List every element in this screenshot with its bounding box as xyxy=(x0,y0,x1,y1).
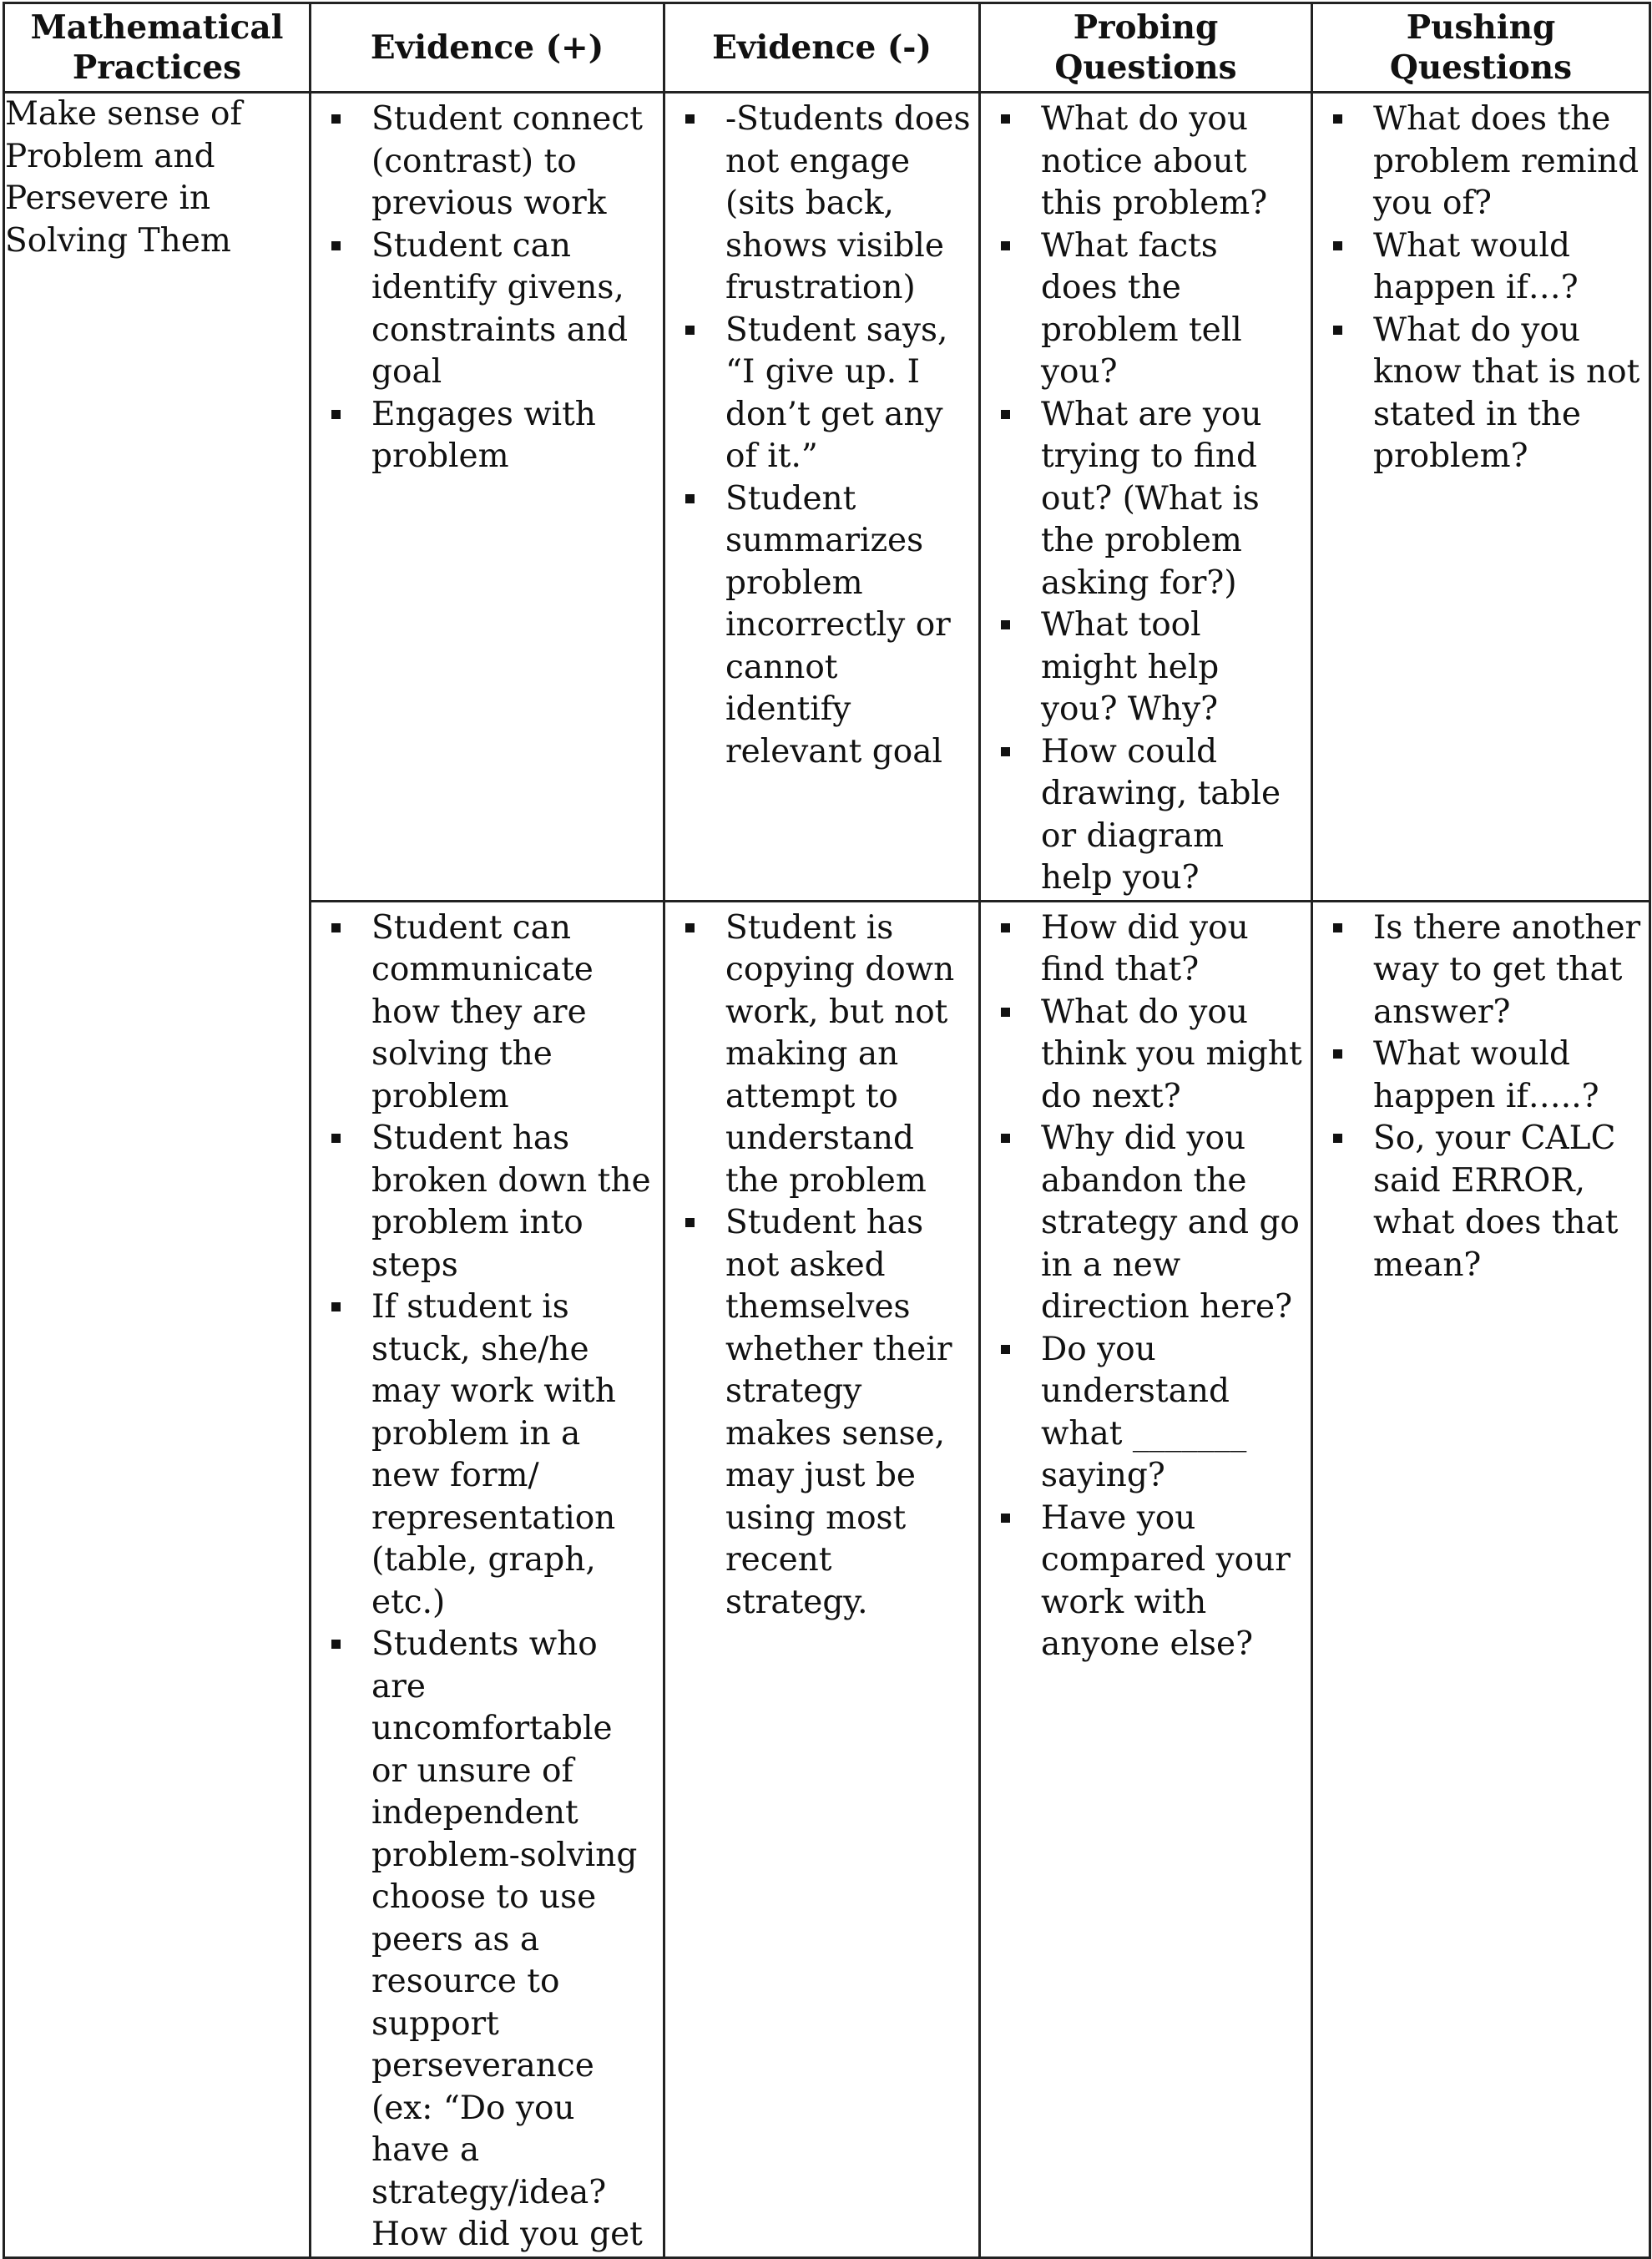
list-item xyxy=(320,907,656,1119)
list-item xyxy=(989,992,1304,1119)
list-item xyxy=(320,1286,656,1624)
probing-questions-list xyxy=(981,93,1311,900)
header-evidence-negative: Evidence (-) xyxy=(664,3,980,93)
list-item xyxy=(989,1118,1304,1329)
evidence-negative-cell xyxy=(664,93,980,902)
bullet-icon xyxy=(331,1302,341,1311)
list-item-text: What does the problem remind you of? xyxy=(1373,100,1639,222)
bullet-icon xyxy=(331,410,341,419)
list-item xyxy=(1321,99,1642,225)
list-item-text: Student has not asked themselves whether their strategy makes sense, may just be using most recent strategy. xyxy=(725,1204,952,1621)
bullet-icon xyxy=(685,1218,695,1227)
list-item-text: Have you compared your work with anyone else? xyxy=(1041,1498,1291,1663)
bullet-icon xyxy=(331,1640,341,1649)
bullet-icon xyxy=(1001,747,1010,756)
list-item-text: If student is stuck, she/he may work with problem in a new form/ representation (table, graph, etc.) xyxy=(371,1288,616,1621)
bullet-icon xyxy=(331,1134,341,1143)
header-practices: Mathematical Practices xyxy=(4,3,311,93)
list-item-text: Do you understand what _______ saying? xyxy=(1041,1330,1247,1494)
list-item-text: Student has broken down the problem into steps xyxy=(371,1119,651,1284)
bullet-icon xyxy=(1333,1134,1342,1143)
list-item-text: -Students does not engage (sits back, shows visible frustration) xyxy=(725,100,971,306)
list-item-text: So, your CALC said ERROR, what does that mean? xyxy=(1373,1119,1619,1284)
evidence-negative-list xyxy=(665,93,978,773)
list-item xyxy=(674,478,972,774)
list-item-text: What do you notice about this problem? xyxy=(1041,100,1268,222)
list-item-text: Student summarizes problem incorrectly or cannot identify relevant goal xyxy=(725,479,951,771)
bullet-icon xyxy=(1001,923,1010,932)
list-item-text: What facts does the problem tell you? xyxy=(1041,226,1242,391)
bullet-icon xyxy=(685,114,695,124)
pushing-questions-cell xyxy=(1312,93,1650,902)
list-item-text: What are you trying to find out? (What is the problem asking for?) xyxy=(1041,395,1262,602)
list-item xyxy=(989,1329,1304,1498)
bullet-icon xyxy=(685,923,695,932)
list-item xyxy=(320,394,656,478)
list-item-text: What do you know that is not stated in the problem? xyxy=(1373,311,1640,475)
list-item-text: Student can communicate how they are solving the problem xyxy=(371,908,594,1115)
bullet-icon xyxy=(1001,1134,1010,1143)
list-item-text: Students who are uncomfortable or unsure of independent problem-solving choose to use peers as a resource to support perseverance (ex: “Do you have a strategy/idea? How did you get xyxy=(371,1625,643,2253)
header-row xyxy=(4,3,1650,93)
list-item xyxy=(989,1498,1304,1666)
bullet-icon xyxy=(1001,1008,1010,1017)
bullet-icon xyxy=(1333,1049,1342,1059)
evidence-negative-list xyxy=(665,902,978,1625)
bullet-icon xyxy=(331,241,341,250)
list-item xyxy=(674,310,972,478)
list-item xyxy=(1321,225,1642,310)
list-item xyxy=(1321,310,1642,478)
bullet-icon xyxy=(331,114,341,124)
list-item-text: Student is copying down work, but not making an attempt to understand the problem xyxy=(725,908,955,1200)
table-row xyxy=(4,93,1650,902)
probing-questions-cell xyxy=(980,901,1312,2257)
list-item-text: What would happen if…? xyxy=(1373,226,1579,306)
bullet-icon xyxy=(1333,326,1342,335)
bullet-icon xyxy=(685,494,695,503)
bullet-icon xyxy=(1333,114,1342,124)
list-item-text: What do you think you might do next? xyxy=(1041,993,1302,1115)
list-item xyxy=(1321,1118,1642,1286)
list-item xyxy=(989,731,1304,900)
probing-questions-list xyxy=(981,902,1311,1666)
practice-name: Make sense of Problem and Persevere in Solving Them xyxy=(5,95,242,260)
list-item xyxy=(989,99,1304,225)
bullet-icon xyxy=(1333,241,1342,250)
bullet-icon xyxy=(1001,1345,1010,1354)
list-item-text: How did you find that? xyxy=(1041,908,1249,988)
list-item xyxy=(674,1202,972,1624)
bullet-icon xyxy=(1001,410,1010,419)
list-item-text: What would happen if…..? xyxy=(1373,1035,1599,1115)
header-pushing-questions: Pushing Questions xyxy=(1312,3,1650,93)
pushing-questions-cell xyxy=(1312,901,1650,2257)
practices-table xyxy=(3,2,1651,2259)
list-item-text: Why did you abandon the strategy and go in a new direction here? xyxy=(1041,1119,1300,1326)
evidence-positive-cell xyxy=(311,901,664,2257)
list-item-text: Student can identify givens, constraints and goal xyxy=(371,226,629,391)
bullet-icon xyxy=(1333,923,1342,932)
list-item xyxy=(320,99,656,225)
list-item xyxy=(674,99,972,310)
bullet-icon xyxy=(1001,114,1010,124)
list-item xyxy=(989,225,1304,394)
pushing-questions-list xyxy=(1313,93,1649,478)
header-evidence-positive: Evidence (+) xyxy=(311,3,664,93)
list-item xyxy=(320,1118,656,1286)
list-item-text: Student says, “I give up. I don’t get any of it.” xyxy=(725,311,948,475)
list-item xyxy=(1321,907,1642,1034)
bullet-icon xyxy=(331,923,341,932)
list-item-text: What tool might help you? Why? xyxy=(1041,606,1220,728)
list-item-text: Is there another way to get that answer? xyxy=(1373,908,1641,1031)
practice-cell xyxy=(4,93,311,2258)
bullet-icon xyxy=(1001,241,1010,250)
evidence-negative-cell xyxy=(664,901,980,2257)
bullet-icon xyxy=(1001,620,1010,629)
pushing-questions-list xyxy=(1313,902,1649,1287)
header-probing-questions: Probing Questions xyxy=(980,3,1312,93)
bullet-icon xyxy=(685,326,695,335)
list-item xyxy=(320,1624,656,2256)
evidence-positive-cell xyxy=(311,93,664,902)
probing-questions-cell xyxy=(980,93,1312,902)
list-item xyxy=(320,225,656,394)
list-item-text: Student connect (contrast) to previous work xyxy=(371,100,643,222)
list-item xyxy=(989,604,1304,731)
list-item xyxy=(1321,1033,1642,1118)
list-item xyxy=(989,907,1304,992)
list-item xyxy=(989,394,1304,605)
evidence-positive-list xyxy=(311,93,663,478)
list-item xyxy=(674,907,972,1203)
bullet-icon xyxy=(1001,1514,1010,1523)
evidence-positive-list xyxy=(311,902,663,2256)
list-item-text: How could drawing, table or diagram help you? xyxy=(1041,732,1281,897)
list-item-text: Engages with problem xyxy=(371,395,596,475)
